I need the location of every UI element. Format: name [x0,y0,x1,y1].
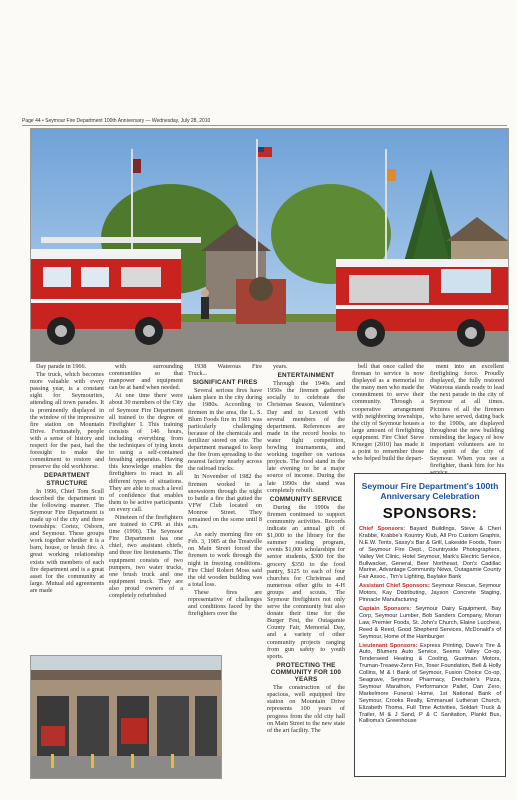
article-column-4 [267,363,345,783]
tier-text: Bayard Buildings, Steve & Cheri Krabbe, Krabbe's Kountry Klub, All Pro Custom Graphix, N.E.W. Tents, Sassy's Bar & Grill, Lakeside Foods, Town of Seymour Fire Dept., Countryside Photographers, Valley Vet Clinic, Hotel Seymour, Mark's Electric Service, Bullwacker, General, Beer Northeast, Don's Cadillac Marine, Advantage Community News, Outagamie County Fair Assoc., Tim's Lighting, Baylake Bank [359,526,501,581]
tier-label: Chief Sponsors: [359,526,406,532]
article-column-6 [430,363,504,471]
paragraph: with surrounding communities so that manpower and equipment can be at hand when needed. [109,363,183,392]
fire-station-photo [30,655,222,779]
assistant-chief-sponsors [359,583,501,604]
paragraph: The truck, which becomes more valuable with every passing year, is a constant sight for Seymourites, attending all town parades. It is prominently displayed in the window of the impressive fire station on Mountain Drive. Fortunately, people with a sense of history and respect for the past, had the foresight to make the commitment to restore and preserve the old workhorse. [30,371,104,471]
tier-text: Express Printing, Dave's Tire & Auto, Blumers Auto Service, Seems Valley Co-op, Tenderseed Heating & Cooling, Gustman Motors, Truman-Treaew-Zenn Fin, Toser Foundation, Bell & Holly Collins, M & I Bank of Seymour, Fusion Choice Co-op, Seagrave, Seymour Pharmacy, Drechsler's Pizza, Seymour Marathon, Performance Pallet, Dan Zero, Markelmore Funeral Home, 1st National Bank of Seymour, Crooks Realty, Emmanuel Lutheran Church, Elizabeth Thoma, Full Time Activities, Soldart Truck & Trailer, M & J Sand, P & C Sanitation, Plankt Bus, Kallioma's Greenhouse [359,642,501,725]
tier-text: Seymour Dairy Equipment, Bay Corp, Seymour Lumber, Bob Sanders Company, Moran Law, Premier Foods, St. John's Church, Elaine Lucchesi, Reed & Reed, Good Shepherd Services, McDonald's of Seymour, Home of the Hamburger [359,605,501,640]
paragraph: ment into an excellent firefighting force. Proudly displayed, the fully restored Waterous stands ready to lead the next parade in the city of Seymour at all times. Pictures of all the firemen who have served, dating back to the 1900s, are displayed throughout the new building reminding the legacy of how important volunteers are to the spirit of the city of Seymour. When you see a firefighter, thank him for his [430,363,504,470]
paragraph: Day parade in 1966. [36,363,87,370]
captain-sponsors [359,606,501,641]
ad-title: Seymour Fire Department's 100th Anniversary Celebration [361,481,499,501]
paragraph: Through the 1940s and 1950s the firemen gathered socially to celebrate the Christmas Season, Valentine's Day and to Lexcott with several members of the department. References are made in the record books to water fight competition, bowling tournaments, and working together on various projects. The food stand in the late evening to be a major source of income. During the late 1990s the stand was completely rebuilt. [267,380,345,494]
paragraph: In November of 1982 the firemen worked in a snowstorm through the night to battle a fire that gutted the VFW Club located on Monroe Street. They remained on the scene until 8 a.m. [188,473,262,531]
sponsors-ad [354,473,506,777]
paragraph: An early morning fire on Feb. 3, 1985 at the Treatville on Main Street forced the firemen to work through the night in freezing conditions. Fire Chief Robert Moss said the old wooden building was a total loss. [188,531,262,588]
article-column-1 [30,363,104,653]
paragraph: The construction of the spacious, well equipped fire station on Mountain Drive represents 100 years of progress from the old city hall on Main Street to the new state of the art facility. The [267,684,345,734]
paragraph: Nineteen of the firefighters are trained to CPR at this time (1996). The Seymour Fire Department has one chief, two assistant chiefs, and three fire lieutenants. The equipment consists of two pumpers, two water trucks, one brush truck and one equipment truck. They are also proud owners of a completely refurbished [109,513,183,599]
tier-label: Assistant Chief Sponsors: [359,583,430,590]
paragraph: During the 1990s the firemen continued to support community activities. Records indicate an annual gift of $1,000 to the library for the summer reading program, events $1,000 scholarships for senior students, $300 for the grocery $350 to the food pantry, $125 to each of four churches for Christmas and numerous other gifts to 4-H groups and scouts. The Seymour firefighters not only serve the community but also donate their time for the Burger Fest, the Outagamie County Fair, Memorial Day, and a variety of other community projects ranging from gun safety to youth sports. [267,503,345,660]
section-heading: COMMUNITY SERVICE [269,495,343,503]
section-heading: SIGNIFICANT FIRES [192,379,258,387]
ad-sponsors-heading: SPONSORS: [382,505,478,522]
section-heading: ENTERTAINMENT [277,372,335,380]
paragraph: Several serious fires have taken place in the city during the 1980s. According to firemen in the area, the L. S. Blum Foods fire in 1981 was particularly challenging because of the chemicals and fertilizer stored on site. The department managed to keep the fire from spreading to the nearest factory nearby across the railroad tracks. [188,387,262,473]
fire-trucks-photo [30,128,509,362]
newspaper-page [22,118,507,788]
page-header: Page 44 • Seymour Fire Department 100th Anniversary — Wednesday, July 28, 2010 [22,118,507,126]
section-heading: PROTECTING THE COMMUNITY FOR 100 YEARS [270,661,342,684]
paragraph: years. [273,363,288,370]
paragraph: In 1996, Chief Tom Scull described the department in the following manner. The Seymour Fire Department is made up of the city and three townships: Cortez, Osborn, and Seymour. These groups work together whether it is a barn, house, or brush fire. A great working relationship exists with members of each fire department and is a great asset for the community at large. Mutual aid agreements are made [30,487,104,594]
section-heading: DEPARTMENT STRUCTURE [44,472,90,487]
paragraph: 1938 Waterous Fire Truck... [188,363,262,378]
tier-label: Captain Sponsors: [359,605,412,612]
lieutenant-sponsors [359,643,501,726]
article-column-2 [109,363,183,653]
tier-label: Lieutenant Sponsors: [359,642,418,649]
article-column-5 [352,363,424,471]
tier-text: Seymour Rescue, Seymour Motors, Kay Distributing, Jayson Concrete Staging, Pinnacle Manufacturing [359,583,501,604]
chief-sponsors [359,526,501,581]
paragraph: These fires are representative of challenges and conditions faced by the firefighters over the [188,588,262,618]
paragraph: At one time there were about 30 members of the City of Seymour Fire Department all trained to the degree of Firefighter I. This training consists of 146 hours, including everything from the techniques of tying knots to using a self-contained breathing apparatus. Having this knowledge enables the firefighters to react in all different types of situations. They are able to reach a level of confidence that enables them to be active participants on every call. [109,392,183,513]
paragraph: bell that once called the fireman to service is now displayed as a memorial to the many men who made the commitment to serve their community. Through a cooperative arrangement with neighboring townships, the city of Seymour houses a large amount of firefighting equipment. Fire Chief Steve Krueger (2010) has made it a point to remember those who helped build the depart- [352,363,424,463]
ad-sponsor-list [355,526,505,725]
